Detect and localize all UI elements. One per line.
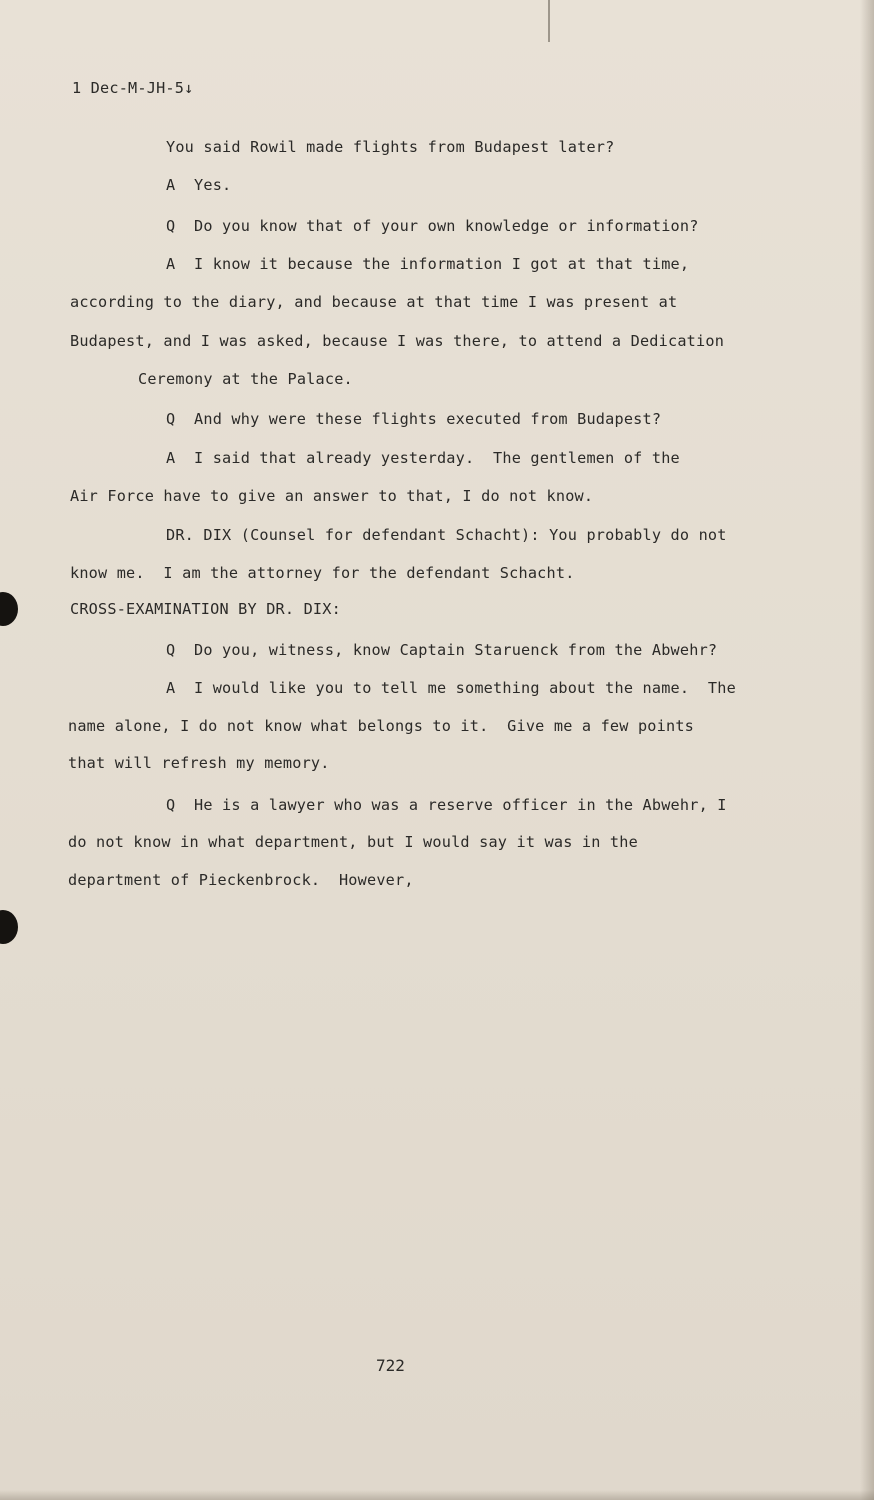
text-line: A I know it because the information I got at that time, <box>166 255 690 273</box>
text-line: DR. DIX (Counsel for defendant Schacht): You probably do not <box>166 526 727 544</box>
page-bottom-shadow <box>0 1490 874 1500</box>
text-line: know me. I am the attorney for the defendant Schacht. <box>70 564 575 582</box>
text-line: Q Do you know that of your own knowledge or information? <box>166 217 699 235</box>
punch-hole-top <box>0 592 18 626</box>
punch-hole-bottom <box>0 910 18 944</box>
page-number: 722 <box>376 1356 405 1375</box>
text-line: that will refresh my memory. <box>68 754 330 772</box>
section-heading: CROSS-EXAMINATION BY DR. DIX: <box>70 600 341 618</box>
text-line: Budapest, and I was asked, because I was there, to attend a Dedication <box>70 332 725 350</box>
text-line: name alone, I do not know what belongs to it. Give me a few points <box>68 717 695 735</box>
text-line: Air Force have to give an answer to that, I do not know. <box>70 487 594 505</box>
text-line: Q He is a lawyer who was a reserve officer in the Abwehr, I <box>166 796 727 814</box>
text-line: A I said that already yesterday. The gentlemen of the <box>166 449 680 467</box>
fold-mark <box>548 0 550 42</box>
text-line: do not know in what department, but I would say it was in the <box>68 833 638 851</box>
page-edge-shadow <box>860 0 874 1500</box>
header-code: 1 Dec-M-JH-5↓ <box>72 79 194 97</box>
text-line: A I would like you to tell me something about the name. The <box>166 679 736 697</box>
text-line: Ceremony at the Palace. <box>138 370 353 388</box>
text-line: A Yes. <box>166 176 232 194</box>
text-line: Q And why were these flights executed from Budapest? <box>166 410 662 428</box>
text-line: You said Rowil made flights from Budapest later? <box>166 138 615 156</box>
text-line: Q Do you, witness, know Captain Staruenck from the Abwehr? <box>166 641 718 659</box>
text-line: according to the diary, and because at that time I was present at <box>70 293 678 311</box>
text-line: department of Pieckenbrock. However, <box>68 871 414 889</box>
